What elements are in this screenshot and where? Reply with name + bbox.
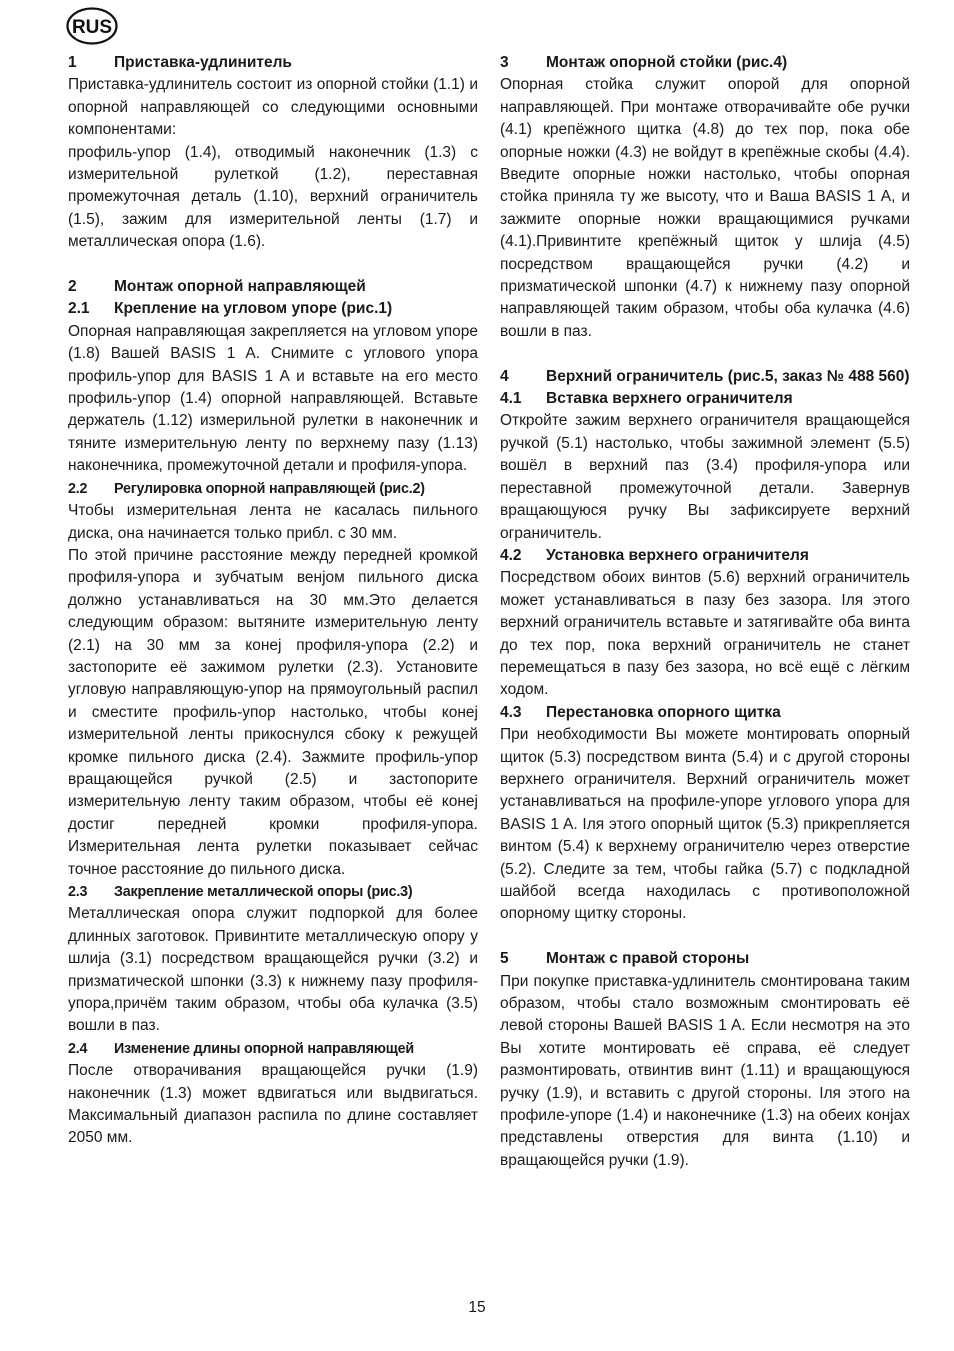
- section-2-heading: 2 Монтаж опорной направляющей: [68, 278, 366, 296]
- section-1-heading: 1 Приставка-удлинитель: [68, 54, 292, 71]
- page-number: 15: [468, 1299, 486, 1316]
- section-2-1-heading: 2.1 Крепление на угловом упоре (рис.1): [68, 300, 393, 318]
- section-4-3-paragraph: При необходимости Вы можете монтировать опорный щиток (5.3) посредством винта (5.4) и с другой стороны верхнего ограничителя. Верхний ограничитель может устанавливаться на профиле-упоре углового упора для BASIS 1 A. Iля этого опорный щиток (5.3) прикрепляется винтом (5.4) к верхнему ограничителю через отверстие (5.2). Следите за тем, чтобы гайка (5.7) с подкладной шайбой всегда находилась с противоположной опорному щитку стороны.: [500, 726, 910, 923]
- section-2-2-paragraph-2: По этой причине расстояние между передней кромкой профиля-упора и зубчатым венјом пильного диска должно устанавливаться на 30 мм.Это делается следующим образом: вытяните измерительную ленту (2.1) на 30 мм за конеј профиля-упора (2.2) и застопорите её зажимом рулетки (2.3). Установите угловую направляющую-упор на прямоугольный распил и сместите профиль-упор настолько, чтобы конеј измерительной ленты прикоснулся сбоку к режущей кромке пильного диска (2.4). Зажмите профиль-упор вращающейся ручкой (2.5) и застопорите измерительную ленту таким образом, чтобы её конеј достиг передней кромки профиля-упора. Измерительная лента рулетки показывает сейчас точное расстояние до пильного диска.: [68, 546, 478, 878]
- section-3-heading: 3 Монтаж опорной стойки (рис.4): [500, 54, 788, 71]
- section-2-3-heading: 2.3 Закрепление металлической опоры (рис.3): [68, 884, 413, 901]
- section-4-3-heading: 4.3 Перестановка опорного щитка: [500, 703, 781, 721]
- section-4-1-heading: 4.1 Вставка верхнего ограничителя: [500, 390, 793, 408]
- section-1-components: профиль-упор (1.4), отводимый наконечник (1.3) с измерительной рулеткой (1.2), переставная промежуточная деталь (1.10), верхний ограничитель (1.5), зажим для измерительной ленты (1.7) и металлическая опора (1.6).: [68, 143, 478, 251]
- right-column: [500, 52, 910, 1172]
- section-5-paragraph: При покупке приставка-удлинитель смонтирована таким образом, чтобы стало возможным смонтировать её левой стороны Вашей BASIS 1 A. Если несмотря на это Вы хотите монтировать её справа, её следует размонтировать, отвинтив винт (1.11) и вращающуюся ручку (1.9), и вставить с другой стороны. Iля этого на профиле-упоре (1.4) и наконечнике (1.3) на обеих конјах представлены отверстия для винта (1.10) и вращающейся ручки (1.9).: [500, 972, 910, 1169]
- rus-badge-icon: [66, 7, 118, 45]
- section-2-1-paragraph: Опорная направляющая закрепляется на угловом упоре (1.8) Вашей BASIS 1 A. Снимите с углового упора профиль-упор для BASIS 1 A и вставьте на его место профиль-упор (1.4) опорной направляющей. Вставьте держатель (1.12) измерильной рулетки в наконечник и тяните измерительную ленту по верхнему пазу (1.13) наконечника, промежуточной детали и профиля-упора.: [68, 322, 478, 475]
- section-2-2-paragraph-1: Чтобы измерительная лента не касалась пильного диска, она начинается только прибл. с 30 мм.: [68, 502, 478, 542]
- section-3-paragraph: Опорная стойка служит опорой для опорной направляющей. При монтаже отворачивайте обе ручки (4.1) крепёжного щитка (4.8) до тех пор, пока обе опорные ножки (4.3) не войдут в крепёжные скобы (4.4). Введите опорные ножки настолько, чтобы опорная стойка приняла ту же высоту, что и Ваша BASIS 1 A, и зажмите опорные ножки вращающимися ручками (4.1).Привинтите крепёжный щиток у шлија (4.5) посредством вращающейся ручки (4.2) и призматической шпонки (4.7) к нижнему пазу опорной направляющей таким образом, чтобы оба кулачка (4.6) вошли в паз.: [500, 76, 910, 340]
- section-4-1-paragraph: Откройте зажим верхнего ограничителя вращающейся ручкой (5.1) настолько, чтобы зажимной элемент (5.5) вошёл в верхний паз (3.4) профиля-упора или переставной промежуточной детали. Завернув вращающуюся ручку Вы зафиксируете верхний ограничитель.: [500, 412, 910, 542]
- section-4-2-heading: 4.2 Установка верхнего ограничителя: [500, 546, 809, 564]
- section-4-2-paragraph: Посредством обоих винтов (5.6) верхний ограничитель может устанавливаться в пазу без зазора. Iля этого верхний ограничитель вставьте и затягивайте оба винта до тех пор, пока верхний ограничитель не станет перемещаться в пазу без зазора, но всё ещё с лёгким ходом.: [500, 569, 910, 699]
- section-2-4-heading: 2.4 Изменение длины опорной направляющей: [68, 1040, 414, 1057]
- section-5-heading: 5 Монтаж с правой стороны: [500, 950, 750, 968]
- section-2-2-heading: 2.2 Регулировка опорной направляющей (рис.2): [68, 480, 425, 497]
- left-column: [68, 52, 478, 1150]
- language-badge: [66, 7, 118, 45]
- section-1-paragraph: Приставка-удлинитель состоит из опорной стойки (1.1) и опорной направляющей со следующими основными компонентами:: [68, 76, 478, 139]
- section-2-4-paragraph: После отворачивания вращающейся ручки (1.9) наконечник (1.3) может вдвигаться или выдвигаться. Максимальный диапазон распила по длине составляет 2050 мм.: [68, 1062, 478, 1147]
- section-4-heading: 4 Верхний ограничитель (рис.5, заказ № 488 560): [500, 367, 910, 385]
- section-2-3-paragraph: Металлическая опора служит подпоркой для более длинных заготовок. Привинтите металлическую опору у шлија (3.1) посредством вращающейся ручки (3.2) и призматической шпонки (3.3) к нижнему пазу профиля-упора,причём таким образом, чтобы оба кулачка (3.5) вошли в паз.: [68, 905, 478, 1035]
- badge-label: RUS: [71, 17, 113, 38]
